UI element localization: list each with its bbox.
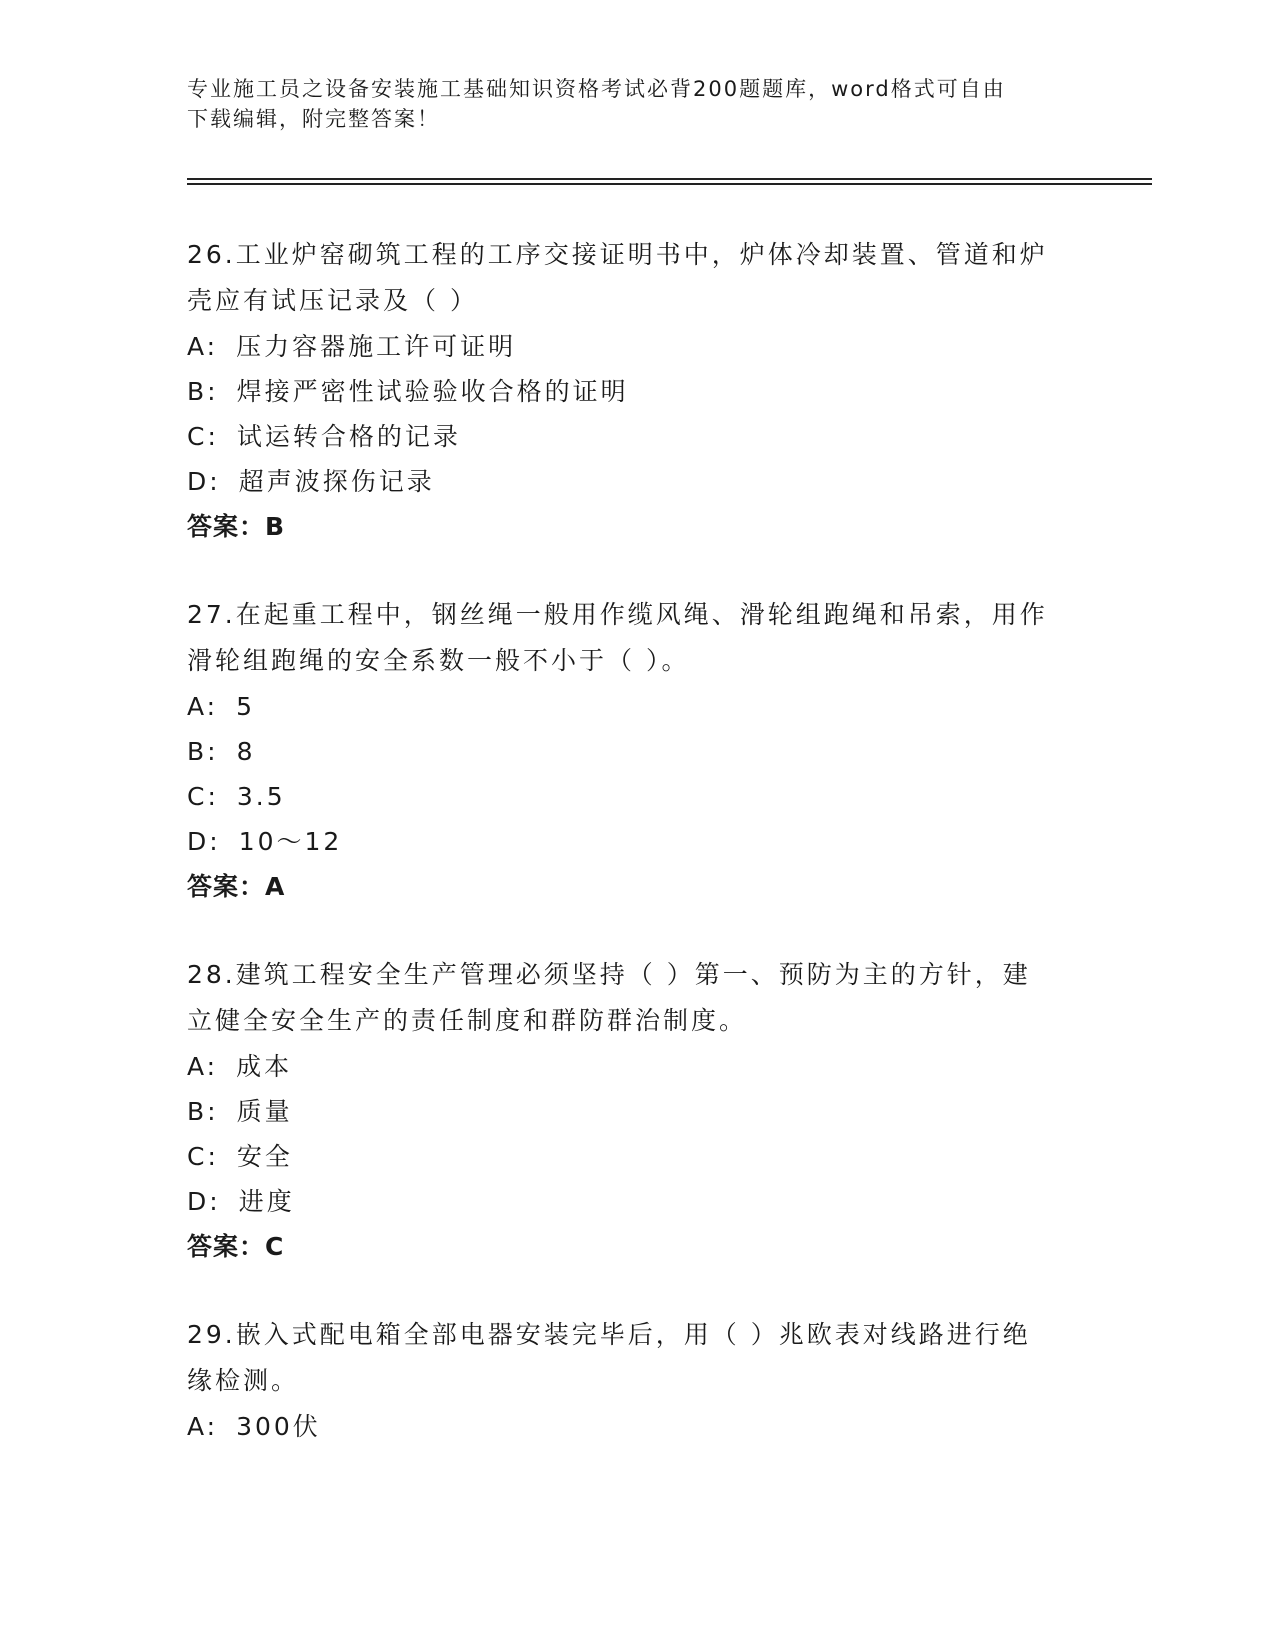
question-stem-line: 28.建筑工程安全生产管理必须坚持（ ）第一、预防为主的方针，建: [187, 960, 1031, 989]
option-key: D:: [187, 827, 221, 856]
option-d: [187, 459, 1087, 504]
option-text: 10～12: [238, 827, 343, 856]
option-c: [187, 774, 1087, 819]
option-text: 焊接严密性试验验收合格的证明: [236, 377, 629, 406]
question-stem-line: 滑轮组跑绳的安全系数一般不小于（ ）。: [187, 646, 690, 675]
answer: 答案：C: [187, 1232, 285, 1261]
option-text: 质量: [236, 1097, 293, 1126]
option-key: B:: [187, 737, 219, 766]
option-key: A:: [187, 1052, 219, 1081]
option-c: [187, 414, 1087, 459]
option-text: 试运转合格的记录: [236, 422, 461, 451]
option-b: [187, 369, 1087, 414]
option-key: D:: [187, 467, 221, 496]
header-divider-bottom: [187, 183, 1152, 185]
option-key: B:: [187, 377, 219, 406]
option-a: [187, 684, 1087, 729]
option-a: [187, 1404, 1087, 1449]
header-line-2: 下载编辑，附完整答案！: [187, 107, 440, 131]
option-d: [187, 819, 1087, 864]
option-text: 安全: [236, 1142, 293, 1171]
question-29: [187, 1312, 1087, 1449]
option-key: A:: [187, 1412, 219, 1441]
document-header: [187, 74, 1087, 134]
question-stem: [187, 232, 1087, 324]
question-list: [187, 232, 1087, 1491]
question-26: [187, 232, 1087, 550]
option-text: 压力容器施工许可证明: [236, 332, 517, 361]
option-c: [187, 1134, 1087, 1179]
option-text: 5: [236, 692, 255, 721]
option-key: A:: [187, 692, 219, 721]
option-key: C:: [187, 782, 219, 811]
answer: 答案：B: [187, 512, 286, 541]
option-key: D:: [187, 1187, 221, 1216]
header-line-1: 专业施工员之设备安装施工基础知识资格考试必背200题题库，word格式可自由: [187, 77, 1006, 101]
option-text: 成本: [236, 1052, 293, 1081]
answer: 答案：A: [187, 872, 286, 901]
question-stem-line: 壳应有试压记录及（ ）: [187, 286, 478, 315]
header-divider-top: [187, 178, 1152, 180]
option-text: 3.5: [236, 782, 286, 811]
option-key: C:: [187, 1142, 219, 1171]
option-text: 超声波探伤记录: [238, 467, 435, 496]
option-a: [187, 1044, 1087, 1089]
option-text: 进度: [238, 1187, 295, 1216]
question-stem-line: 29.嵌入式配电箱全部电器安装完毕后，用（ ）兆欧表对线路进行绝: [187, 1320, 1031, 1349]
question-stem-line: 27.在起重工程中，钢丝绳一般用作缆风绳、滑轮组跑绳和吊索，用作: [187, 600, 1048, 629]
question-stem: [187, 1312, 1087, 1404]
question-stem-line: 缘检测。: [187, 1366, 300, 1395]
option-text: 300伏: [236, 1412, 321, 1441]
question-stem: [187, 592, 1087, 684]
question-stem-line: 26.工业炉窑砌筑工程的工序交接证明书中，炉体冷却装置、管道和炉: [187, 240, 1048, 269]
option-d: [187, 1179, 1087, 1224]
option-key: B:: [187, 1097, 219, 1126]
option-b: [187, 1089, 1087, 1134]
question-stem-line: 立健全安全生产的责任制度和群防群治制度。: [187, 1006, 748, 1035]
question-stem: [187, 952, 1087, 1044]
option-a: [187, 324, 1087, 369]
option-key: C:: [187, 422, 219, 451]
option-b: [187, 729, 1087, 774]
question-28: [187, 952, 1087, 1270]
option-text: 8: [236, 737, 256, 766]
question-27: [187, 592, 1087, 910]
option-key: A:: [187, 332, 219, 361]
